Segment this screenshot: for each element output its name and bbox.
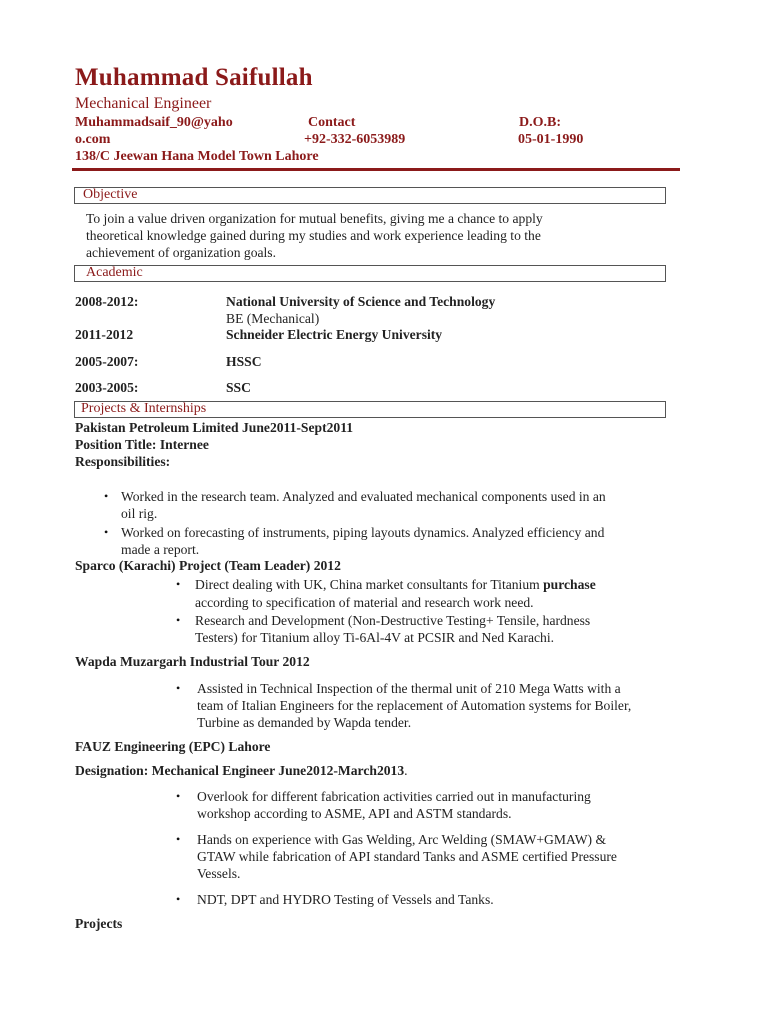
contact-label: Contact: [308, 115, 356, 130]
bullet-icon: •: [176, 613, 181, 627]
academic-title: Academic: [86, 265, 143, 280]
wapda-bullet-line-1: Assisted in Technical Inspection of the thermal unit of 210 Mega Watts with a: [197, 681, 621, 696]
fauz-designation-tail: .: [404, 763, 408, 778]
ppl-position: Position Title: Internee: [75, 437, 209, 452]
dob-value: 05-01-1990: [518, 132, 584, 147]
dob-label: D.O.B:: [519, 115, 561, 130]
projects-title: Projects & Internships: [81, 401, 207, 416]
objective-section-header: [74, 187, 666, 204]
email-line-2: o.com: [75, 132, 111, 147]
bullet-icon: •: [176, 681, 181, 695]
email-line-1: Muhammadsaif_90@yaho: [75, 115, 233, 130]
bullet-icon: •: [176, 892, 181, 906]
academic-years: 2008-2012:: [75, 294, 139, 309]
bullet-icon: •: [176, 577, 181, 591]
academic-years: 2011-2012: [75, 327, 134, 342]
sparco-bullet-1-line-2: according to specification of material and research work need.: [195, 595, 534, 610]
sparco-bullet-1-emphasis: purchase: [543, 577, 596, 592]
ppl-bullet-1-line-1: Worked in the research team. Analyzed and evaluated mechanical components used in an: [121, 489, 606, 504]
fauz-bullet-3: NDT, DPT and HYDRO Testing of Vessels and Tanks.: [197, 892, 494, 907]
ppl-responsibilities-label: Responsibilities:: [75, 454, 171, 469]
projects-section-header: [74, 401, 666, 418]
academic-degree: BE (Mechanical): [226, 311, 320, 326]
academic-institution: National University of Science and Technology: [226, 294, 496, 309]
academic-institution: SSC: [226, 380, 251, 395]
sparco-bullet-1-text: Direct dealing with UK, China market consultants for Titanium: [195, 577, 544, 592]
projects-label: Projects: [75, 916, 123, 931]
fauz-heading: FAUZ Engineering (EPC) Lahore: [75, 739, 271, 754]
academic-years: 2003-2005:: [75, 380, 139, 395]
ppl-bullet-1-line-2: oil rig.: [121, 506, 158, 521]
objective-line-2: theoretical knowledge gained during my studies and work experience leading to the: [86, 228, 541, 243]
ppl-bullet-2-line-1: Worked on forecasting of instruments, piping layouts dynamics. Analyzed efficiency and: [121, 525, 605, 540]
sparco-bullet-2-line-2: Testers) for Titanium alloy Ti-6Al-4V at PCSIR and Ned Karachi.: [195, 630, 555, 645]
bullet-icon: •: [104, 489, 109, 503]
objective-line-1: To join a value driven organization for mutual benefits, giving me a chance to apply: [86, 211, 543, 226]
sparco-heading: Sparco (Karachi) Project (Team Leader) 2012: [75, 558, 341, 573]
bullet-icon: •: [176, 832, 181, 846]
ppl-bullet-2-line-2: made a report.: [121, 542, 200, 557]
academic-institution: Schneider Electric Energy University: [226, 327, 443, 342]
sparco-bullet-2-line-1: Research and Development (Non-Destructive Testing+ Tensile, hardness: [195, 613, 591, 628]
wapda-bullet-line-3: Turbine as demanded by Wapda tender.: [197, 715, 412, 730]
bullet-icon: •: [104, 525, 109, 539]
sparco-bullet-1-line-1: [195, 576, 596, 593]
contact-value: +92-332-6053989: [304, 132, 406, 147]
objective-line-3: achievement of organization goals.: [86, 245, 276, 260]
bullet-icon: •: [176, 789, 181, 803]
header-divider: [72, 168, 680, 171]
wapda-heading: Wapda Muzargarh Industrial Tour 2012: [75, 654, 310, 669]
academic-years: 2005-2007:: [75, 354, 139, 369]
address: 138/C Jeewan Hana Model Town Lahore: [75, 149, 319, 164]
academic-section-header: [74, 265, 666, 282]
fauz-bullet-2-line-2: GTAW while fabrication of API standard Tanks and ASME certified Pressure: [197, 849, 617, 864]
fauz-bullet-2-line-1: Hands on experience with Gas Welding, Arc Welding (SMAW+GMAW) &: [197, 832, 607, 847]
wapda-bullet-line-2: team of Italian Engineers for the replacement of Automation systems for Boiler,: [197, 698, 632, 713]
job-title: Mechanical Engineer: [75, 95, 212, 112]
fauz-designation-row: [75, 763, 408, 779]
fauz-bullet-2-line-3: Vessels.: [197, 866, 241, 881]
fauz-designation: Designation: Mechanical Engineer June2012-March2013: [75, 763, 405, 778]
ppl-heading: Pakistan Petroleum Limited June2011-Sept2011: [75, 420, 354, 435]
fauz-bullet-1-line-1: Overlook for different fabrication activities carried out in manufacturing: [197, 789, 591, 804]
fauz-bullet-1-line-2: workshop according to ASME, API and ASTM standards.: [197, 806, 512, 821]
objective-title: Objective: [83, 187, 138, 202]
academic-institution: HSSC: [226, 354, 262, 369]
candidate-name: Muhammad Saifullah: [75, 64, 313, 91]
